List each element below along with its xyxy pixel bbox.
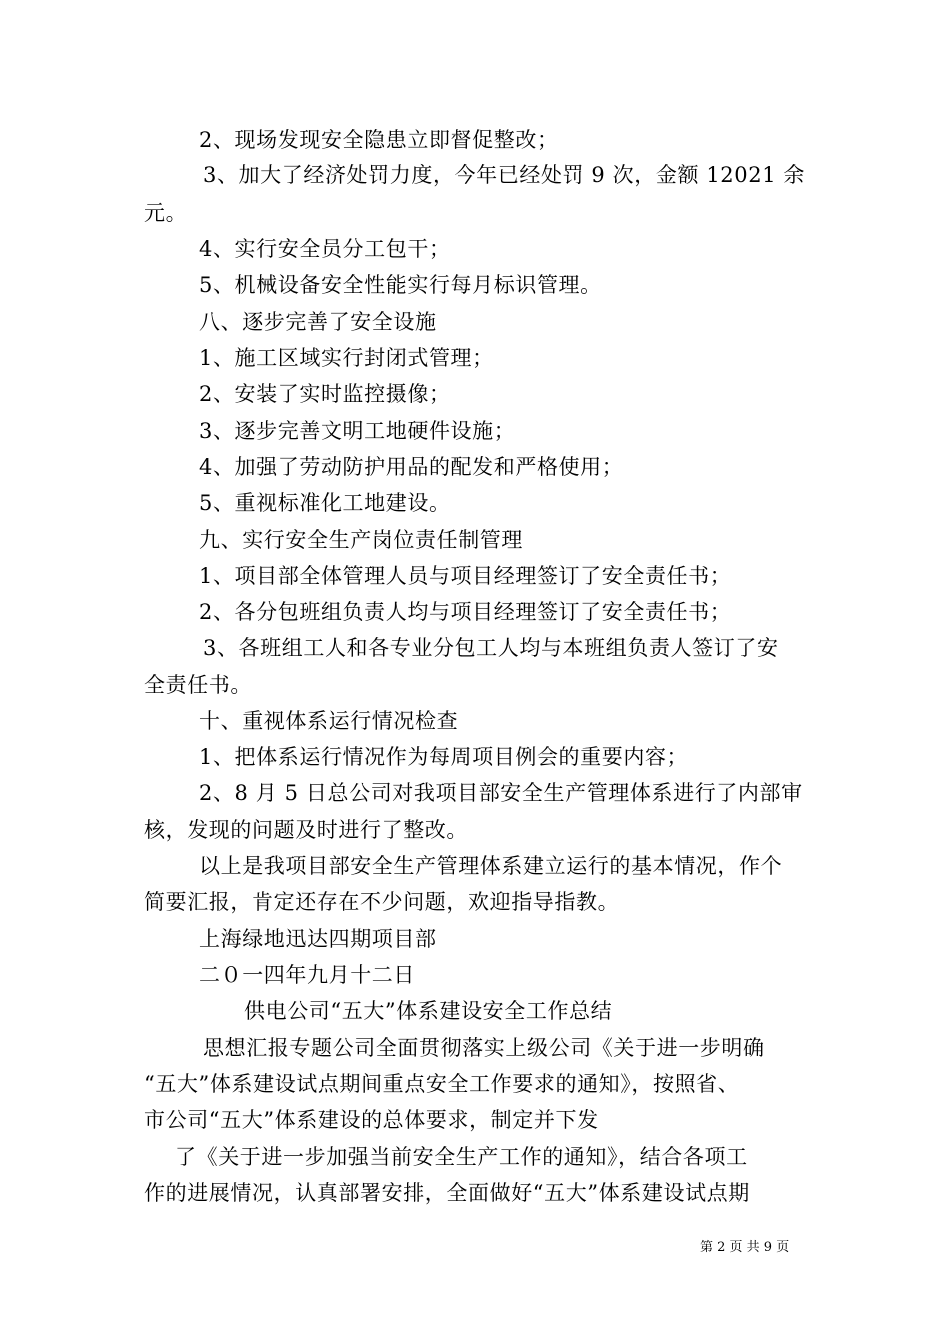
- text-line: 3、逐步完善文明工地硬件设施；: [199, 419, 516, 443]
- text-line: 核，发现的问题及时进行了整改。: [144, 818, 468, 842]
- text-line: 2、8 月 5 日总公司对我项目部安全生产管理体系进行了内部审: [199, 781, 803, 805]
- text-line: 2、现场发现安全隐患立即督促整改；: [199, 128, 559, 152]
- text-line: 以上是我项目部安全生产管理体系建立运行的基本情况，作个: [199, 854, 783, 878]
- text-line: 2、安装了实时监控摄像；: [199, 382, 451, 406]
- text-line: 5、重视标准化工地建设。: [199, 491, 451, 515]
- text-line: 3、加大了经济处罚力度，今年已经处罚 9 次，金额 12021 余: [203, 163, 806, 187]
- text-line: 思想汇报专题公司全面贯彻落实上级公司《关于进一步明确: [203, 1036, 765, 1060]
- text-line: 5、机械设备安全性能实行每月标识管理。: [199, 273, 602, 297]
- signature-org: 上海绿地迅达四期项目部: [199, 927, 437, 951]
- text-line: 作的进展情况，认真部署安排，全面做好“五大”体系建设试点期: [144, 1181, 750, 1205]
- text-line: 了《关于进一步加强当前安全生产工作的通知》，结合各项工: [175, 1145, 748, 1169]
- text-line: 1、项目部全体管理人员与项目经理签订了安全责任书；: [199, 564, 732, 588]
- section-heading: 九、实行安全生产岗位责任制管理: [199, 528, 523, 552]
- text-line: 2、各分包班组负责人均与项目经理签订了安全责任书；: [199, 600, 732, 624]
- section-heading: 八、逐步完善了安全设施: [199, 310, 437, 334]
- document-title: 供电公司“五大”体系建设安全工作总结: [244, 999, 613, 1023]
- text-line: 4、实行安全员分工包干；: [199, 237, 451, 261]
- text-line: 简要汇报，肯定还存在不少问题，欢迎指导指教。: [144, 890, 620, 914]
- text-line: “五大”体系建设试点期间重点安全工作要求的通知》，按照省、: [144, 1072, 740, 1096]
- text-line: 市公司“五大”体系建设的总体要求，制定并下发: [144, 1108, 599, 1132]
- section-heading: 十、重视体系运行情况检查: [199, 709, 459, 733]
- text-line: 元。: [144, 201, 188, 225]
- page-number-footer: 第 2 页 共 9 页: [700, 1240, 790, 1255]
- text-line: 1、施工区域实行封闭式管理；: [199, 346, 494, 370]
- text-line: 全责任书。: [144, 673, 252, 697]
- text-line: 1、把体系运行情况作为每周项目例会的重要内容；: [199, 745, 689, 769]
- text-line: 3、各班组工人和各专业分包工人均与本班组负责人签订了安: [203, 636, 779, 660]
- text-line: 4、加强了劳动防护用品的配发和严格使用；: [199, 455, 624, 479]
- signature-date: 二０一四年九月十二日: [199, 963, 415, 987]
